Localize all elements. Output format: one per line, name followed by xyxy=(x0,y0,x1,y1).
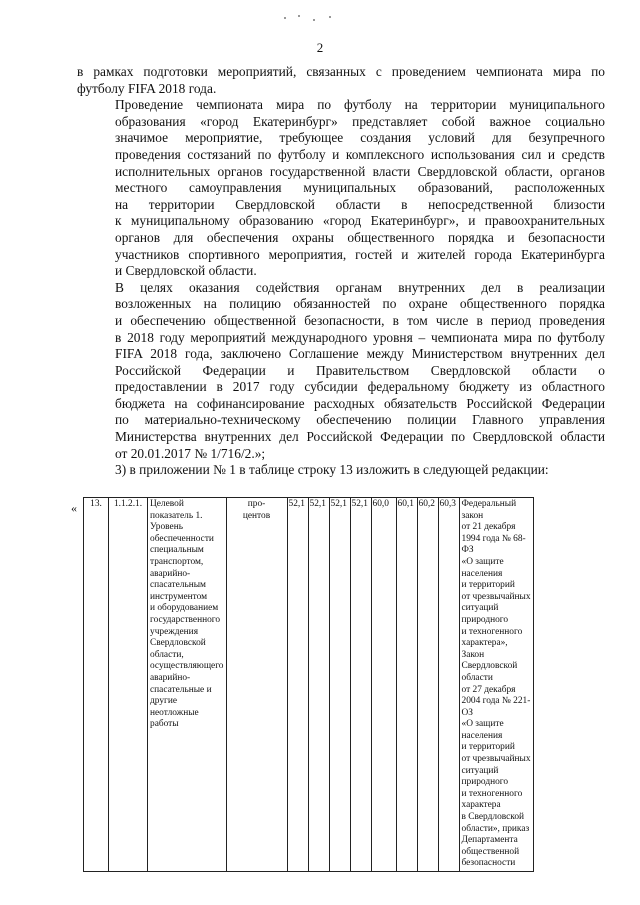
text-line: по материально-техническому обеспечению полиции Главного управления xyxy=(115,412,605,428)
cell-line: области», приказ xyxy=(461,823,530,834)
cell-line: ситуаций xyxy=(461,603,499,614)
text-line: Министерства внутренних дел Российской Федерации по Свердловской области xyxy=(115,429,605,445)
cell-line: транспортом, xyxy=(150,556,204,567)
text-line: В целях оказания содействия органам внутренних дел в реализации xyxy=(115,279,605,295)
paragraph-3 xyxy=(77,280,605,463)
text-line: 3) в приложении № 1 в таблице строку 13 изложить в следующей редакции: xyxy=(115,462,549,478)
cell-line: природного xyxy=(461,614,509,625)
cell-line: безопасности xyxy=(461,858,516,869)
cell-line: от 21 декабря xyxy=(461,522,516,533)
text-line: и Свердловской области. xyxy=(115,263,257,279)
cell-line: Свердловской xyxy=(461,661,518,672)
cell-line: населения xyxy=(461,730,503,741)
paragraph-2 xyxy=(77,97,605,280)
cell-line: специальным xyxy=(150,545,204,556)
cell-line: Федеральный закон xyxy=(461,499,517,521)
cell-line: и территорий xyxy=(461,580,515,591)
paragraph-1 xyxy=(77,64,605,97)
legal-basis-cell xyxy=(459,498,533,872)
cell-line: аварийно- xyxy=(150,672,191,683)
cell-line: осуществляющего xyxy=(150,661,224,672)
cell-line: центов xyxy=(242,510,271,521)
cell-line: и техногенного xyxy=(461,788,523,799)
cell-line: характера», Закон xyxy=(461,638,508,660)
cell-line: и территорий xyxy=(461,742,515,753)
cell-line: «О защите xyxy=(461,556,504,567)
document-body xyxy=(77,64,605,479)
cell-line: «О защите xyxy=(461,719,504,730)
cell-line: от чрезвычайных xyxy=(461,754,531,765)
text-line: FIFA 2018 года, заключено Соглашение между Министерством внутренних дел xyxy=(115,346,605,362)
text-line: в рамках подготовки мероприятий, связанных с проведением чемпионата мира по xyxy=(77,64,605,79)
value-cell: 52,1 xyxy=(329,498,350,872)
text-line: возложенных на полицию обязанностей по охране общественного порядка xyxy=(115,296,605,312)
text-line: органов для обеспечения охраны общественного порядка и безопасности xyxy=(115,229,605,245)
text-line: проведения состязаний по футболу и комплексного использования сил и средств xyxy=(115,146,605,162)
text-line: Российской Федерации и Правительством Свердловской области о xyxy=(115,362,605,378)
text-line: в 2018 году мероприятий международного уровня – чемпионата мира по футболу xyxy=(115,329,605,345)
value-cell: 60,0 xyxy=(371,498,396,872)
cell-line: ситуаций xyxy=(461,765,499,776)
cell-line: общественной xyxy=(461,846,520,857)
cell-line: области xyxy=(461,672,493,683)
text-line: значимое мероприятие, требующее создания условий для безупречного xyxy=(115,130,605,146)
text-line: на территории Свердловской области в непосредственной близости xyxy=(115,196,605,212)
text-line: футболу FIFA 2018 года. xyxy=(77,80,217,96)
cell-line: природного xyxy=(461,777,509,788)
table-row xyxy=(84,498,534,872)
cell-line: аварийно- xyxy=(150,568,191,579)
code-cell: 1.1.2.1. xyxy=(109,498,148,872)
indicator-cell xyxy=(148,498,227,872)
cell-line: про- xyxy=(247,499,266,509)
cell-line: Департамента xyxy=(461,835,518,846)
unit-cell xyxy=(226,498,287,872)
text-line: исполнительных органов государственной власти Свердловской области, органов xyxy=(115,163,605,179)
text-line: образования «город Екатеринбург» представляет собой важное социально xyxy=(115,113,605,129)
value-cell: 52,1 xyxy=(350,498,371,872)
cell-line: учреждения xyxy=(150,626,199,637)
text-line: участников спортивного мероприятия, гостей и жителей города Екатеринбурга xyxy=(115,246,605,262)
cell-line: другие неотложные xyxy=(150,696,199,718)
cell-line: государственного xyxy=(150,614,221,625)
cell-line: и техногенного xyxy=(461,626,523,637)
row-number-cell: 13. xyxy=(84,498,109,872)
text-line: предоставлении в 2017 году субсидии федеральному бюджету из областного xyxy=(115,379,605,395)
cell-line: в Свердловской xyxy=(461,812,525,823)
value-cell: 60,3 xyxy=(438,498,459,872)
cell-line: населения xyxy=(461,568,503,579)
text-line: от 20.01.2017 № 1/716/2.»; xyxy=(115,445,266,461)
cell-line: 2004 года № 221-ОЗ xyxy=(461,696,531,718)
cell-line: Уровень xyxy=(150,522,184,533)
table-open-quote: « xyxy=(71,501,77,515)
value-cell: 52,1 xyxy=(308,498,329,872)
cell-line: и оборудованием xyxy=(150,603,219,614)
text-line: Проведение чемпионата мира по футболу на территории муниципального xyxy=(115,97,605,113)
cell-line: спасательные и xyxy=(150,684,212,695)
cell-line: 1994 года № 68-ФЗ xyxy=(461,533,526,556)
cell-line: от чрезвычайных xyxy=(461,591,531,602)
amendment-table xyxy=(83,497,534,872)
paragraph-4 xyxy=(77,462,605,479)
cell-line: характера xyxy=(461,800,501,811)
value-cell: 52,1 xyxy=(287,498,308,872)
scan-artifact xyxy=(282,14,342,22)
text-line: и обеспечению общественной безопасности, в том числе в период проведения xyxy=(115,312,605,328)
page-number: 2 xyxy=(316,40,324,55)
text-line: бюджета на софинансирование расходных обязательств Российской Федерации xyxy=(115,395,605,411)
value-cell: 60,2 xyxy=(417,498,438,872)
cell-line: от 27 декабря xyxy=(461,684,516,695)
cell-line: Свердловской xyxy=(150,638,206,649)
cell-line: области, xyxy=(150,649,184,660)
value-cell: 60,1 xyxy=(396,498,417,872)
cell-line: инструментом xyxy=(150,591,208,602)
cell-line: обеспеченности xyxy=(150,533,214,544)
text-line: местного самоуправления муниципальных образований, расположенных xyxy=(115,180,605,196)
text-line: к муниципальному образованию «город Екатеринбург», и правоохранительных xyxy=(115,213,605,229)
cell-line: работы xyxy=(150,719,179,730)
cell-line: Целевой показатель 1. xyxy=(150,499,203,521)
cell-line: спасательным xyxy=(150,580,206,591)
